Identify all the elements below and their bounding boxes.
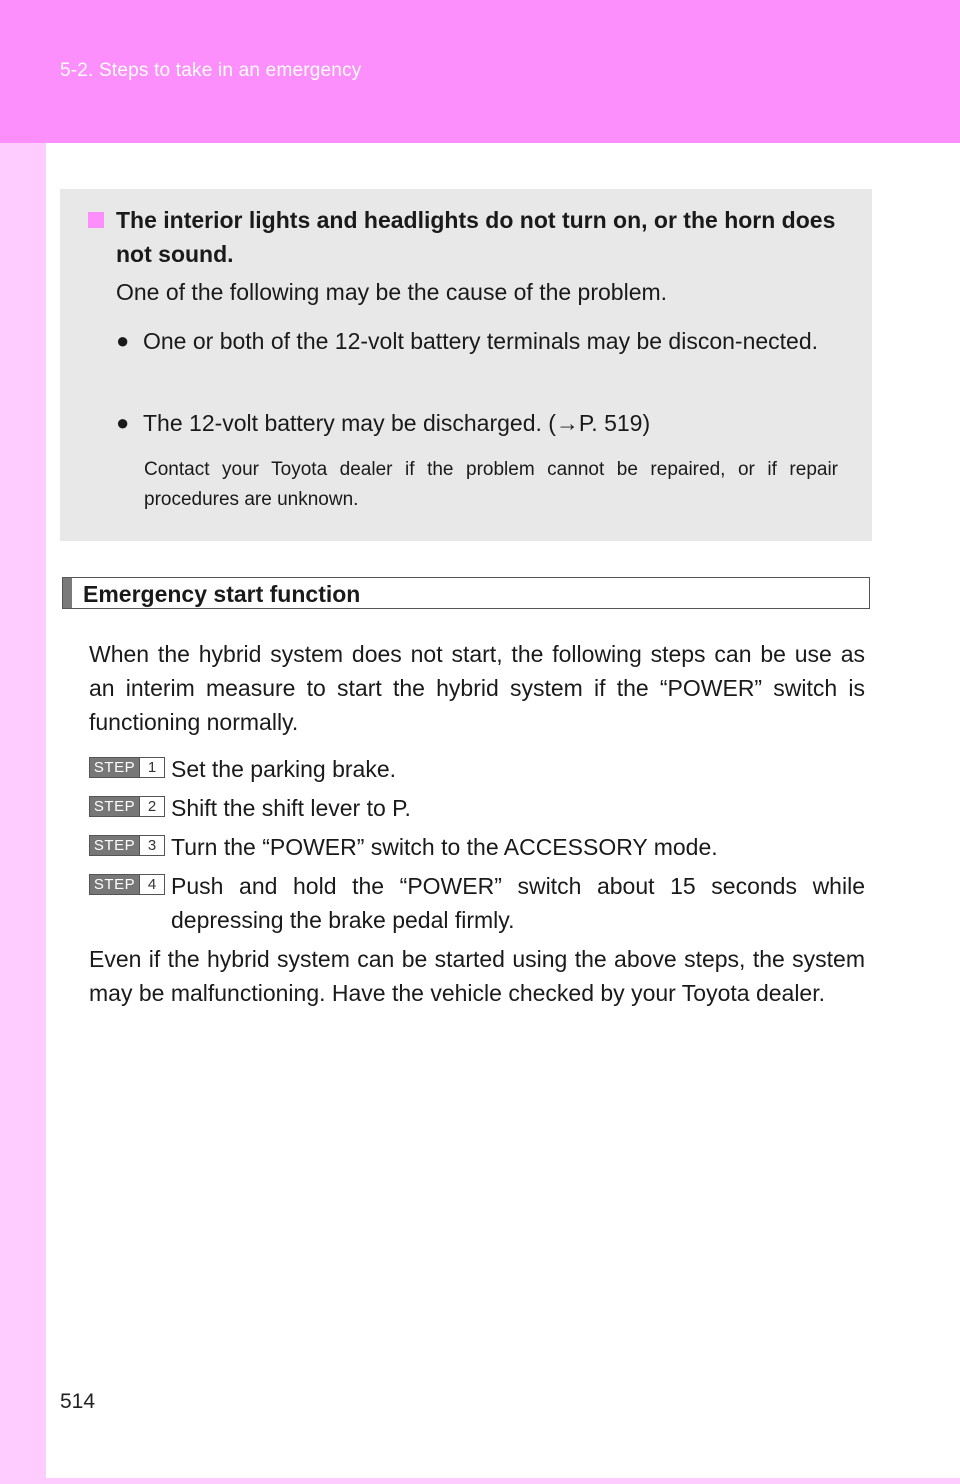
step-badge [89, 874, 165, 895]
info-box-intro: One of the following may be the cause of the problem. [116, 279, 668, 305]
step-text: Push and hold the “POWER” switch about 15 seconds while depressing the brake pedal firmly. [171, 873, 865, 933]
step-label: STEP [93, 837, 136, 854]
step-text: Turn the “POWER” switch to the ACCESSORY mode. [171, 834, 718, 860]
step-number: 2 [139, 797, 164, 816]
section-intro: When the hybrid system does not start, the following steps can be use as an interim measure to start the hybrid system if the “POWER” switch is functioning normally. [89, 641, 865, 735]
step-badge [89, 757, 165, 778]
step-badge [89, 796, 165, 817]
bullet-icon: ● [116, 328, 130, 353]
section-closing: Even if the hybrid system can be started using the above steps, the system may be malfunctioning. Have the vehicle checked by your Toyota dealer. [89, 946, 865, 1006]
step-number: 1 [139, 758, 164, 777]
info-box-note: Contact your Toyota dealer if the problem cannot be repaired, or if repair procedures are unknown. [144, 459, 838, 510]
step-number: 3 [139, 836, 164, 855]
bullet-icon: ● [116, 410, 130, 435]
section-title-accent [63, 578, 72, 608]
section-title: Emergency start function [83, 581, 361, 607]
step-text: Set the parking brake. [171, 756, 397, 782]
side-stripe [0, 143, 46, 1480]
step-number: 4 [139, 875, 164, 894]
bullet-text: One or both of the 12-volt battery terminals may be discon-nected. [143, 328, 819, 354]
info-box [60, 189, 872, 541]
page-number: 514 [60, 1390, 96, 1413]
section-title-bar [62, 577, 870, 609]
step-label: STEP [93, 876, 136, 893]
page-header [0, 0, 960, 143]
square-icon [88, 212, 104, 228]
step-label: STEP [93, 798, 136, 815]
step-label: STEP [93, 759, 136, 776]
section-breadcrumb: 5-2. Steps to take in an emergency [60, 60, 362, 81]
step-badge [89, 835, 165, 856]
info-box-heading: The interior lights and headlights do not turn on, or the horn does not sound. [116, 207, 836, 267]
step-text: Shift the shift lever to P. [171, 795, 411, 821]
bottom-stripe [0, 1478, 960, 1484]
bullet-text: The 12-volt battery may be discharged. (→P. 519) [143, 410, 651, 436]
